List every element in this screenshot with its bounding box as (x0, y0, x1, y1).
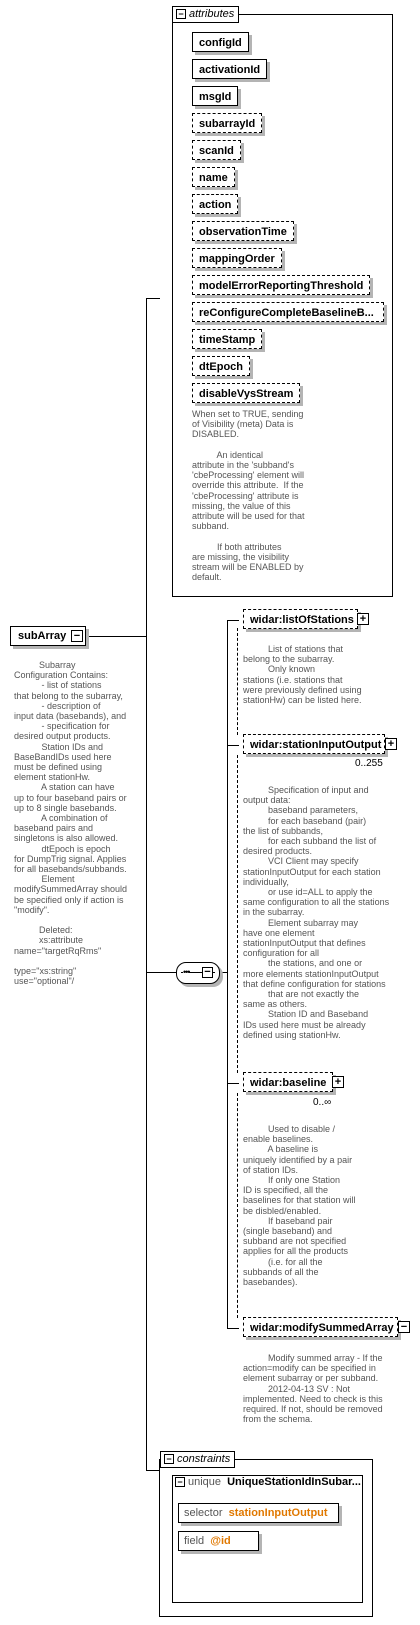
unique-kind: unique (188, 1476, 222, 1488)
occurrence-label: 0..∞ (313, 1097, 332, 1108)
attributes-connector (146, 298, 160, 299)
attribute-reconfigurecompletebaseline[interactable]: reConfigureCompleteBaselineB... (192, 302, 384, 322)
expand-icon[interactable]: + (357, 613, 369, 625)
root-documentation: Subarray Configuration Contains: - list of stations that belong to the subarray, - description of input data (basebands), and - specification for desired output products. Station IDs and BaseBandIDs used here must be defined using element stationHw. A station can have up to four baseband pairs or up to 8 single basebands. A combination of baseband pairs and singletons is also allowed. dtEpoch is epoch for DumpTrig signal. Applies for all basebands/subbands. Element modifySummedArray should be specified only if action is "modify". Deleted: xs:attribute name="targetRqRms" type="xs:string" use="optional"/ (14, 660, 128, 987)
attribute-action[interactable]: action (192, 194, 238, 214)
trunk-line (146, 298, 147, 1471)
dash-guide-3 (237, 1093, 238, 1318)
attribute-modelerrorreportingthreshold[interactable]: modelErrorReportingThreshold (192, 275, 370, 295)
root-element[interactable] (10, 626, 86, 646)
collapse-icon[interactable]: − (176, 9, 186, 19)
collapse-icon[interactable]: − (71, 630, 83, 642)
element-modifysummedarray[interactable] (243, 1317, 398, 1337)
branch-listofstations (227, 620, 239, 621)
attributes-header[interactable] (172, 6, 239, 23)
sequence-branch-line (227, 620, 228, 1328)
attribute-timestamp[interactable]: timeStamp (192, 329, 262, 349)
element-name: widar:stationInputOutput (250, 739, 382, 751)
selector-label: selector (184, 1507, 223, 1519)
listofstations-documentation: List of stations that belong to the subarray. Only known stations (i.e. stations that were previously defined using stationHw) can be listed here. (243, 644, 362, 706)
branch-baseline (227, 1083, 239, 1084)
branch-modifysummedarray (227, 1328, 239, 1329)
attribute-configid[interactable]: configId (192, 32, 249, 52)
attribute-subarrayid[interactable]: subarrayId (192, 113, 262, 133)
element-baseline[interactable] (243, 1072, 333, 1092)
selector-value: stationInputOutput (228, 1507, 328, 1519)
baseline-documentation: Used to disable / enable baselines. A baseline is uniquely identified by a pair of station IDs. If only one Station ID is specified, all the baselines for that station will be disbled/enabled. If baseband pair (single baseband) and subband are not specified applies for all the products (i.e. for all the subbands of all the basebandes). (243, 1124, 356, 1288)
attribute-documentation: When set to TRUE, sending of Visibility (meta) Data is DISABLED. An identical attribute in the 'subband's 'cbeProcessing' element will override this attribute. If the 'cbeProcessing' attribute is missing, the value of this attribute will be used for that subband. If both attributes are missing, the visibility stream will be ENABLED by default. (192, 409, 305, 583)
field-box[interactable] (178, 1531, 259, 1551)
attribute-scanid[interactable]: scanId (192, 140, 241, 160)
dash-guide-2 (237, 755, 238, 1073)
element-name: widar:baseline (250, 1077, 327, 1089)
attribute-mappingorder[interactable]: mappingOrder (192, 248, 282, 268)
element-listofstations[interactable] (243, 609, 358, 629)
collapse-icon[interactable]: − (175, 1477, 185, 1487)
sequence-compositor[interactable] (176, 962, 220, 984)
occurrence-label: 0..255 (355, 758, 383, 769)
attribute-activationid[interactable]: activationId (192, 59, 267, 79)
collapse-icon[interactable]: − (202, 967, 213, 978)
unique-name: UniqueStationIdInSubar... (227, 1476, 361, 1488)
field-label: field (184, 1535, 205, 1547)
sequence-dots-icon: ••• (183, 967, 190, 977)
branch-stationinputoutput (227, 745, 239, 746)
element-name: widar:modifySummedArray (250, 1322, 394, 1334)
collapse-icon[interactable]: − (164, 1454, 174, 1464)
collapse-icon[interactable]: − (398, 1321, 410, 1333)
attributes-title: attributes (189, 8, 235, 20)
root-connector (86, 636, 146, 637)
constraints-connector (146, 1470, 160, 1471)
attribute-observationtime[interactable]: observationTime (192, 221, 294, 241)
expand-icon[interactable]: + (385, 738, 397, 750)
dash-guide-1 (237, 628, 238, 735)
root-element-name: subArray (18, 630, 67, 642)
attribute-name[interactable]: name (192, 167, 235, 187)
stationinputoutput-documentation: Specification of input and output data: baseband parameters, for each baseband (pair) the list of subbands, for each subband the list of desired products. VCI Client may specify stationInputOutput for each station individually, or use id=ALL to apply the same configuration to all the stations in the subarray. Element subarray may have one element stationInputOutput that defines configuration for all the stations, and one or more elements stationInputOutput that define configuration for stations that are not exactly the same as others. Station ID and Baseband IDs used here must be already defined using stationHw. (243, 785, 390, 1040)
attribute-dtepoch[interactable]: dtEpoch (192, 356, 250, 376)
attribute-msgid[interactable]: msgId (192, 86, 238, 106)
sequence-connector (146, 972, 176, 973)
element-name: widar:listOfStations (250, 614, 354, 626)
constraints-title: constraints (177, 1453, 231, 1465)
constraints-header[interactable] (160, 1451, 235, 1468)
element-stationinputoutput[interactable] (243, 734, 385, 754)
field-value: @id (210, 1535, 231, 1547)
selector-box[interactable] (178, 1503, 339, 1523)
expand-icon[interactable]: + (332, 1076, 344, 1088)
unique-header[interactable] (172, 1475, 365, 1490)
modifysummedarray-documentation: Modify summed array - If the action=modify can be specified in element subarray or per subband. 2012-04-13 SV : Not implemented. Need to check is this required. If not, should be removed from the schema. (243, 1353, 383, 1425)
attribute-disablevysstream[interactable]: disableVysStream (192, 383, 300, 403)
